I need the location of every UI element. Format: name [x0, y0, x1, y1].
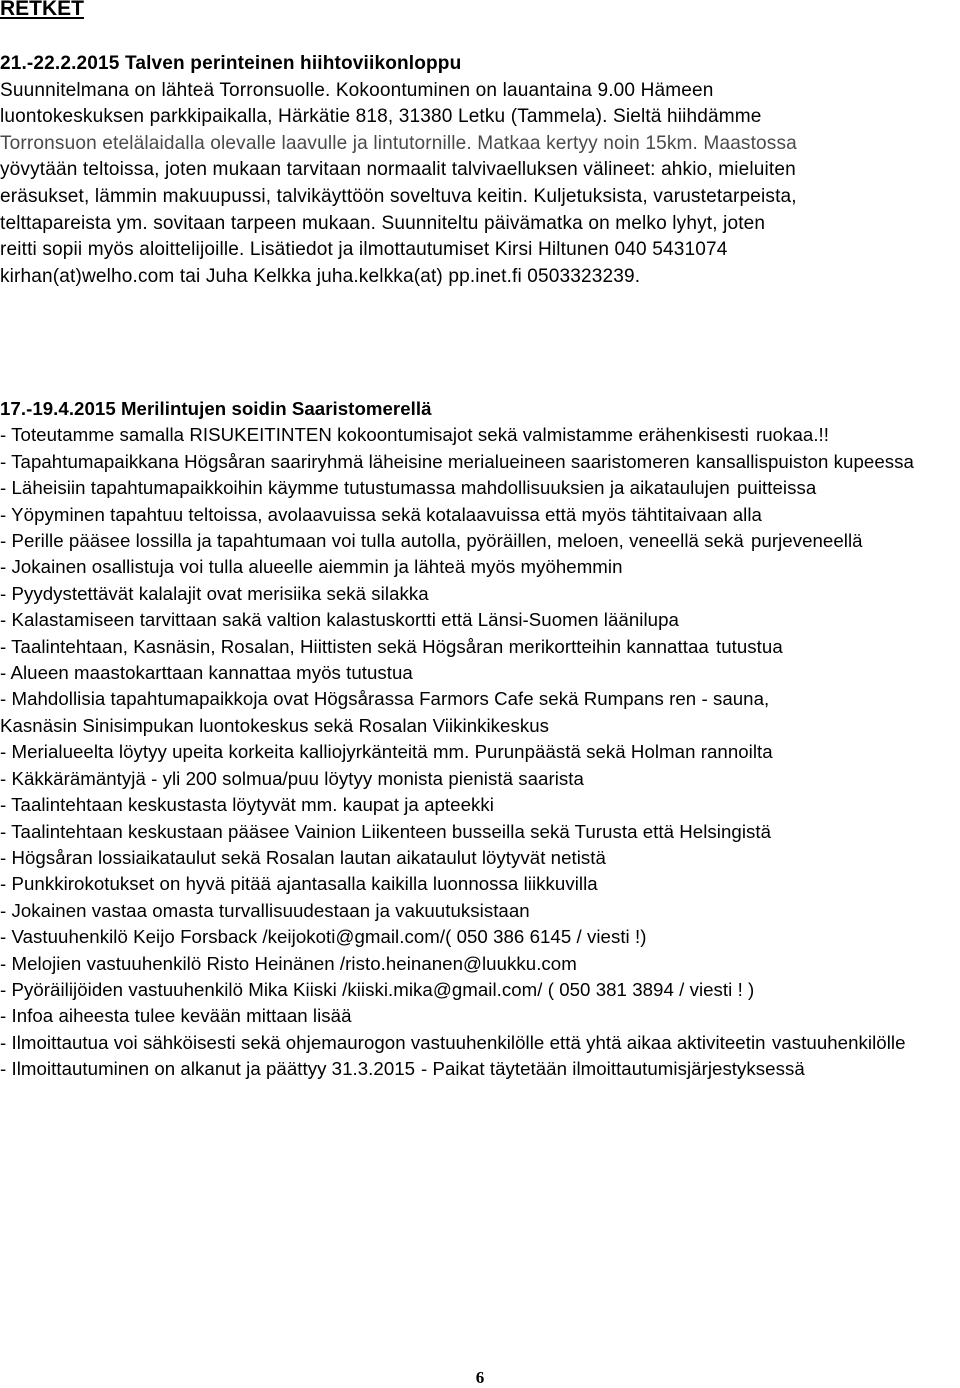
- list-item: - Tapahtumapaikkana Högsåran saariryhmä läheisine merialueineen saaristomeren: [0, 450, 690, 472]
- event-heading: 21.-22.2.2015 Talven perinteinen hiihtoviikonloppu: [0, 53, 462, 74]
- paragraph-line: reitti sopii myös aloittelijoille. Lisätiedot ja ilmottautumiset Kirsi Hiltunen 040 5431074: [0, 239, 728, 261]
- list-item: - Ilmoittautuminen on alkanut ja päättyy 31.3.2015: [0, 1058, 416, 1080]
- list-item: - Taalintehtaan keskustasta löytyvät mm. kaupat ja apteekki: [0, 794, 494, 816]
- page-title: RETKET: [0, 0, 84, 20]
- paragraph-line: kirhan(at)welho.com tai Juha Kelkka juha.kelkka(at) pp.inet.fi 0503323239.: [0, 265, 641, 287]
- list-item: - Kalastamiseen tarvittaan sakä valtion kalastuskortti että Länsi-Suomen läänilupa: [0, 609, 679, 631]
- list-item: - Pyöräilijöiden vastuuhenkilö Mika Kiiski /kiiski.mika@gmail.com/ ( 050 381 3894 / viesti ! ): [0, 978, 755, 1000]
- paragraph-line: telttapareista ym. sovitaan tarpeen mukaan. Suunniteltu päivämatka on melko lyhyt, joten: [0, 212, 766, 234]
- list-item: - Högsåran lossiaikataulut sekä Rosalan lautan aikataulut löytyvät netistä: [0, 846, 606, 868]
- paragraph-line: Torronsuon etelälaidalla olevalle laavulle ja lintutornille. Matkaa kertyy noin 15km. Maastossa: [0, 132, 797, 154]
- list-item: - Yöpyminen tapahtuu teltoissa, avolaavuissa sekä kotalaavuissa että myös tähtitaivaan alla: [0, 503, 762, 525]
- list-item: - Merialueelta löytyy upeita korkeita kalliojyrkänteitä mm. Purunpäästä sekä Holman rannoilta: [0, 741, 773, 763]
- list-item: - Toteutamme samalla RISUKEITINTEN kokoontumisajot sekä valmistamme erähenkisesti: [0, 424, 749, 446]
- list-item: - Ilmoittautua voi sähköisesti sekä ohjemaurogon vastuuhenkilölle että yhtä aikaa aktiviteetin: [0, 1031, 766, 1053]
- list-item: - Taalintehtaan keskustaan pääsee Vainion Liikenteen busseilla sekä Turusta että Helsingistä: [0, 820, 772, 842]
- list-item: - Läheisiin tapahtumapaikkoihin käymme tutustumassa mahdollisuuksien ja aikataulujen: [0, 477, 730, 499]
- list-item: - Perille pääsee lossilla ja tapahtumaan voi tulla autolla, pyöräillen, meloen, veneellä sekä: [0, 530, 744, 552]
- list-item: tutustua: [715, 635, 783, 657]
- event-heading: 17.-19.4.2015 Merilintujen soidin Saaristomerellä: [0, 398, 432, 419]
- list-item: - Alueen maastokarttaan kannattaa myös tutustua: [0, 662, 413, 684]
- list-item: - Jokainen osallistuja voi tulla alueelle aiemmin ja lähteä myös myöhemmin: [0, 556, 623, 578]
- list-item: - Punkkirokotukset on hyvä pitää ajantasalla kaikilla luonnossa liikkuvilla: [0, 873, 598, 895]
- list-item: purjeveneellä: [750, 530, 863, 552]
- event-section-seabirds: [0, 396, 960, 1083]
- paragraph-line: yövytään teltoissa, joten mukaan tarvitaan normaalit talvivaelluksen välineet: ahkio, mieluiten: [0, 159, 796, 181]
- paragraph-line: luontokeskuksen parkkipaikalla, Härkätie 818, 31380 Letku (Tammela). Sieltä hiihdämme: [0, 106, 762, 128]
- list-item: Kasnäsin Sinisimpukan luontokeskus sekä Rosalan Viikinkikeskus: [0, 714, 550, 736]
- list-item: - Paikat täytetään ilmoittautumisjärjestyksessä: [421, 1058, 805, 1080]
- list-item: - Jokainen vastaa omasta turvallisuudestaan ja vakuutuksistaan: [0, 899, 530, 921]
- list-item: - Pyydystettävät kalalajit ovat merisiika sekä silakka: [0, 582, 429, 604]
- list-item: ruokaa.!!: [755, 424, 829, 446]
- list-item: - Infoa aiheesta tulee kevään mittaan lisää: [0, 1005, 352, 1027]
- list-item: - Käkkärämäntyjä - yli 200 solmua/puu löytyy monista pienistä saarista: [0, 767, 584, 789]
- list-item: puitteissa: [736, 477, 816, 499]
- paragraph-line: Suunnitelmana on lähteä Torronsuolle. Kokoontuminen on lauantaina 9.00 Hämeen: [0, 79, 714, 101]
- list-item: - Taalintehtaan, Kasnäsin, Rosalan, Hiittisten sekä Högsåran merikortteihin kannattaa: [0, 635, 709, 657]
- list-item: - Mahdollisia tapahtumapaikkoja ovat Högsårassa Farmors Cafe sekä Rumpans ren - sauna,: [0, 688, 770, 710]
- paragraph-line: eräsukset, lämmin makuupussi, talvikäyttöön soveltuva keitin. Kuljetuksista, varustetarpeista,: [0, 185, 797, 207]
- list-item: - Melojien vastuuhenkilö Risto Heinänen /risto.heinanen@luukku.com: [0, 952, 577, 974]
- page-number: 6: [475, 1368, 485, 1387]
- list-item: - Vastuuhenkilö Keijo Forsback /keijokoti@gmail.com/( 050 386 6145 / viesti !): [0, 926, 647, 948]
- event-section-winter-ski: [0, 51, 960, 290]
- list-item: kansallispuiston kupeessa: [696, 450, 915, 472]
- list-item: vastuuhenkilölle: [772, 1031, 906, 1053]
